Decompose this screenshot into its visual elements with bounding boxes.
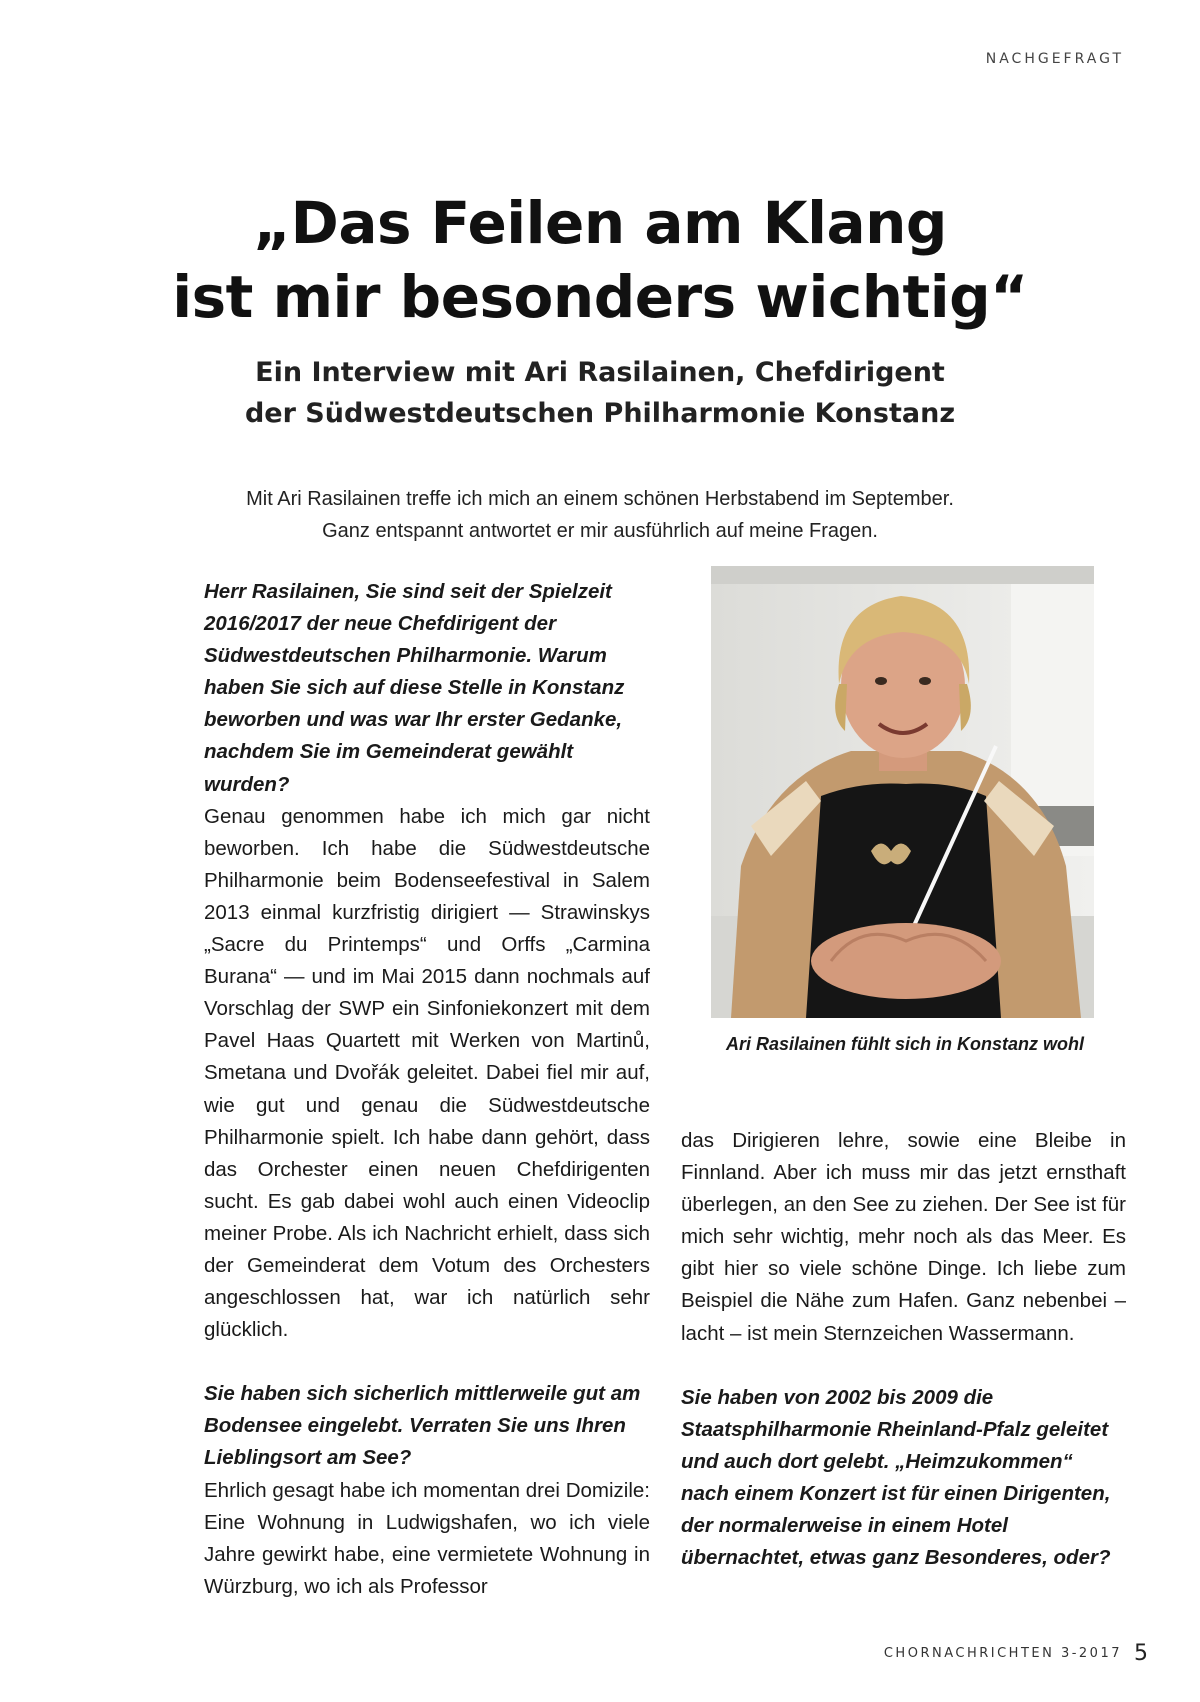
answer-2-part-1: Ehrlich gesagt habe ich momentan drei Domizile: Eine Wohnung in Ludwigshafen, wo ich viele Jahre gewirkt habe, eine vermietete Wohnung in Würzburg, wo ich als Professor xyxy=(204,1478,650,1598)
section-label: NACHGEFRAGT xyxy=(985,51,1124,67)
lead-line-2: Ganz entspannt antwortet er mir ausführlich auf meine Fragen. xyxy=(322,520,878,542)
magazine-name: CHORNACHRICHTEN 3-2017 xyxy=(883,1646,1122,1661)
page-footer xyxy=(884,1641,1148,1666)
page-number: 5 xyxy=(1134,1641,1148,1666)
question-1: Herr Rasilainen, Sie sind seit der Spielzeit 2016/2017 der neue Chefdirigent der Südwestdeutschen Philharmonie. Warum haben Sie sich auf diese Stelle in Konstanz beworben und was war Ihr erster Gedanke, nachdem Sie im Gemeinderat gewählt wurden? xyxy=(204,580,625,796)
article-headline xyxy=(0,186,1200,334)
article-subtitle xyxy=(0,352,1200,434)
headline-line-2: ist mir besonders wichtig“ xyxy=(172,263,1028,331)
conductor-photo xyxy=(711,566,1094,1018)
right-column xyxy=(681,1125,1126,1574)
photo-caption: Ari Rasilainen fühlt sich in Konstanz wohl xyxy=(725,1034,1085,1054)
question-3: Sie haben von 2002 bis 2009 die Staatsphilharmonie Rheinland-Pfalz geleitet und auch dort gelebt. „Heimzukommen“ nach einem Konzert ist für einen Dirigenten, der normalerweise in einem Hotel übernachtet, etwas ganz Besonderes, oder? xyxy=(681,1385,1111,1570)
subtitle-line-2: der Südwestdeutschen Philharmonie Konstanz xyxy=(244,398,956,429)
answer-1: Genau genommen habe ich mich gar nicht beworben. Ich habe die Südwestdeutsche Philharmonie beim Bodenseefestival in Salem 2013 einmal kurzfristig dirigiert — Strawinskys „Sacre du Printemps“ und Orffs „Carmina Burana“ — und im Mai 2015 dann nochmals auf Vorschlag der SWP ein Sinfoniekonzert mit dem Pavel Haas Quartett mit Werken von Martinů, Smetana und Dvořák geleitet. Dabei fiel mir auf, wie gut und genau die Südwestdeutsche Philharmonie spielt. Ich habe dann gehört, dass das Orchester einen neuen Chefdirigenten sucht. Es gab dabei wohl auch einen Videoclip meiner Probe. Als ich Nachricht erhielt, dass sich der Gemeinderat dem Votum des Orchesters angeschlossen hat, war ich natürlich sehr glücklich. xyxy=(204,804,650,1342)
subtitle-line-1: Ein Interview mit Ari Rasilainen, Chefdirigent xyxy=(255,357,945,388)
paragraph-gap xyxy=(204,1346,650,1378)
headline-line-1: „Das Feilen am Klang xyxy=(253,189,947,257)
portrait-illustration xyxy=(711,566,1094,1018)
left-column xyxy=(204,576,650,1603)
article-lead xyxy=(0,483,1200,547)
paragraph-gap xyxy=(681,1350,1126,1382)
answer-2-part-2: das Dirigieren lehre, sowie eine Bleibe in Finnland. Aber ich muss mir das jetzt ernsthaft überlegen, an den See zu ziehen. Der See ist für mich sehr wichtig, mehr noch als das Meer. Es gibt hier so viele schöne Dinge. Ich liebe zum Beispiel die Nähe zum Hafen. Ganz nebenbei – lacht – ist mein Sternzeichen Wassermann. xyxy=(681,1129,1126,1345)
lead-line-1: Mit Ari Rasilainen treffe ich mich an einem schönen Herbstabend im September. xyxy=(246,488,954,510)
question-2: Sie haben sich sicherlich mittlerweile gut am Bodensee eingelebt. Verraten Sie uns Ihren Lieblingsort am See? xyxy=(204,1382,641,1470)
